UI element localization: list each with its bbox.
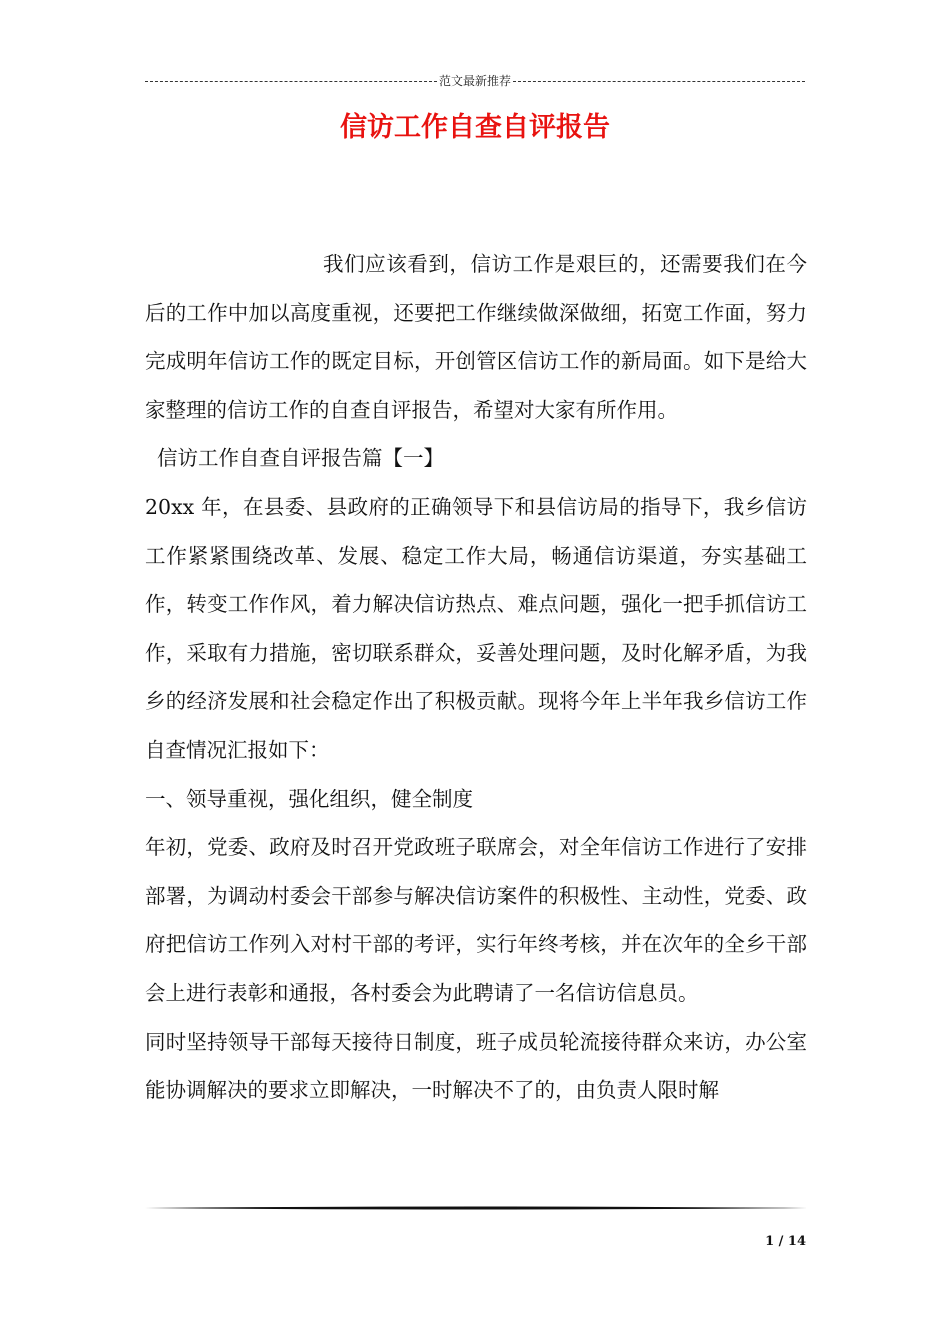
intro-paragraph: 我们应该看到，信访工作是艰巨的，还需要我们在今后的工作中加以高度重视，还要把工作继续做深做细，拓宽工作面，努力完成明年信访工作的既定目标，开创管区信访工作的新局面。如下是给大家整理的信访工作的自查自评报告，希望对大家有所作用。 <box>145 252 807 422</box>
document-body <box>145 240 807 1115</box>
document-title: 信访工作自查自评报告 <box>340 112 610 143</box>
header-tag: 范文最新推荐 <box>439 74 512 88</box>
section-heading-part-one: 信访工作自查自评报告篇【一】 <box>157 446 444 471</box>
body-paragraph: 20xx 年，在县委、县政府的正确领导下和县信访局的指导下，我乡信访工作紧紧围绕改革、发展、稳定工作大局，畅通信访渠道，夯实基础工作，转变工作作风，着力解决信访热点、难点问题，强化一把手抓信访工作，采取有力措施，密切联系群众，妥善处理问题，及时化解矛盾，为我乡的经济发展和社会稳定作出了积极贡献。现将今年上半年我乡信访工作自查情况汇报如下： <box>145 494 807 762</box>
page-header <box>145 72 805 90</box>
header-dash-left <box>145 81 437 82</box>
page-number: 1 / 14 <box>765 1234 806 1249</box>
body-paragraph: 同时坚持领导干部每天接待日制度，班子成员轮流接待群众来访，办公室能协调解决的要求立即解决，一时解决不了的，由负责人限时解 <box>145 1029 807 1103</box>
body-paragraph: 年初，党委、政府及时召开党政班子联席会，对全年信访工作进行了安排部署，为调动村委会干部参与解决信访案件的积极性、主动性，党委、政府把信访工作列入对村干部的考评，实行年终考核，并在次年的全乡干部会上进行表彰和通报，各村委会为此聘请了一名信访信息员。 <box>145 835 807 1005</box>
footer-rule <box>145 1205 807 1211</box>
header-dash-right <box>513 81 805 82</box>
section-heading-leadership: 一、领导重视，强化组织，健全制度 <box>145 786 473 811</box>
